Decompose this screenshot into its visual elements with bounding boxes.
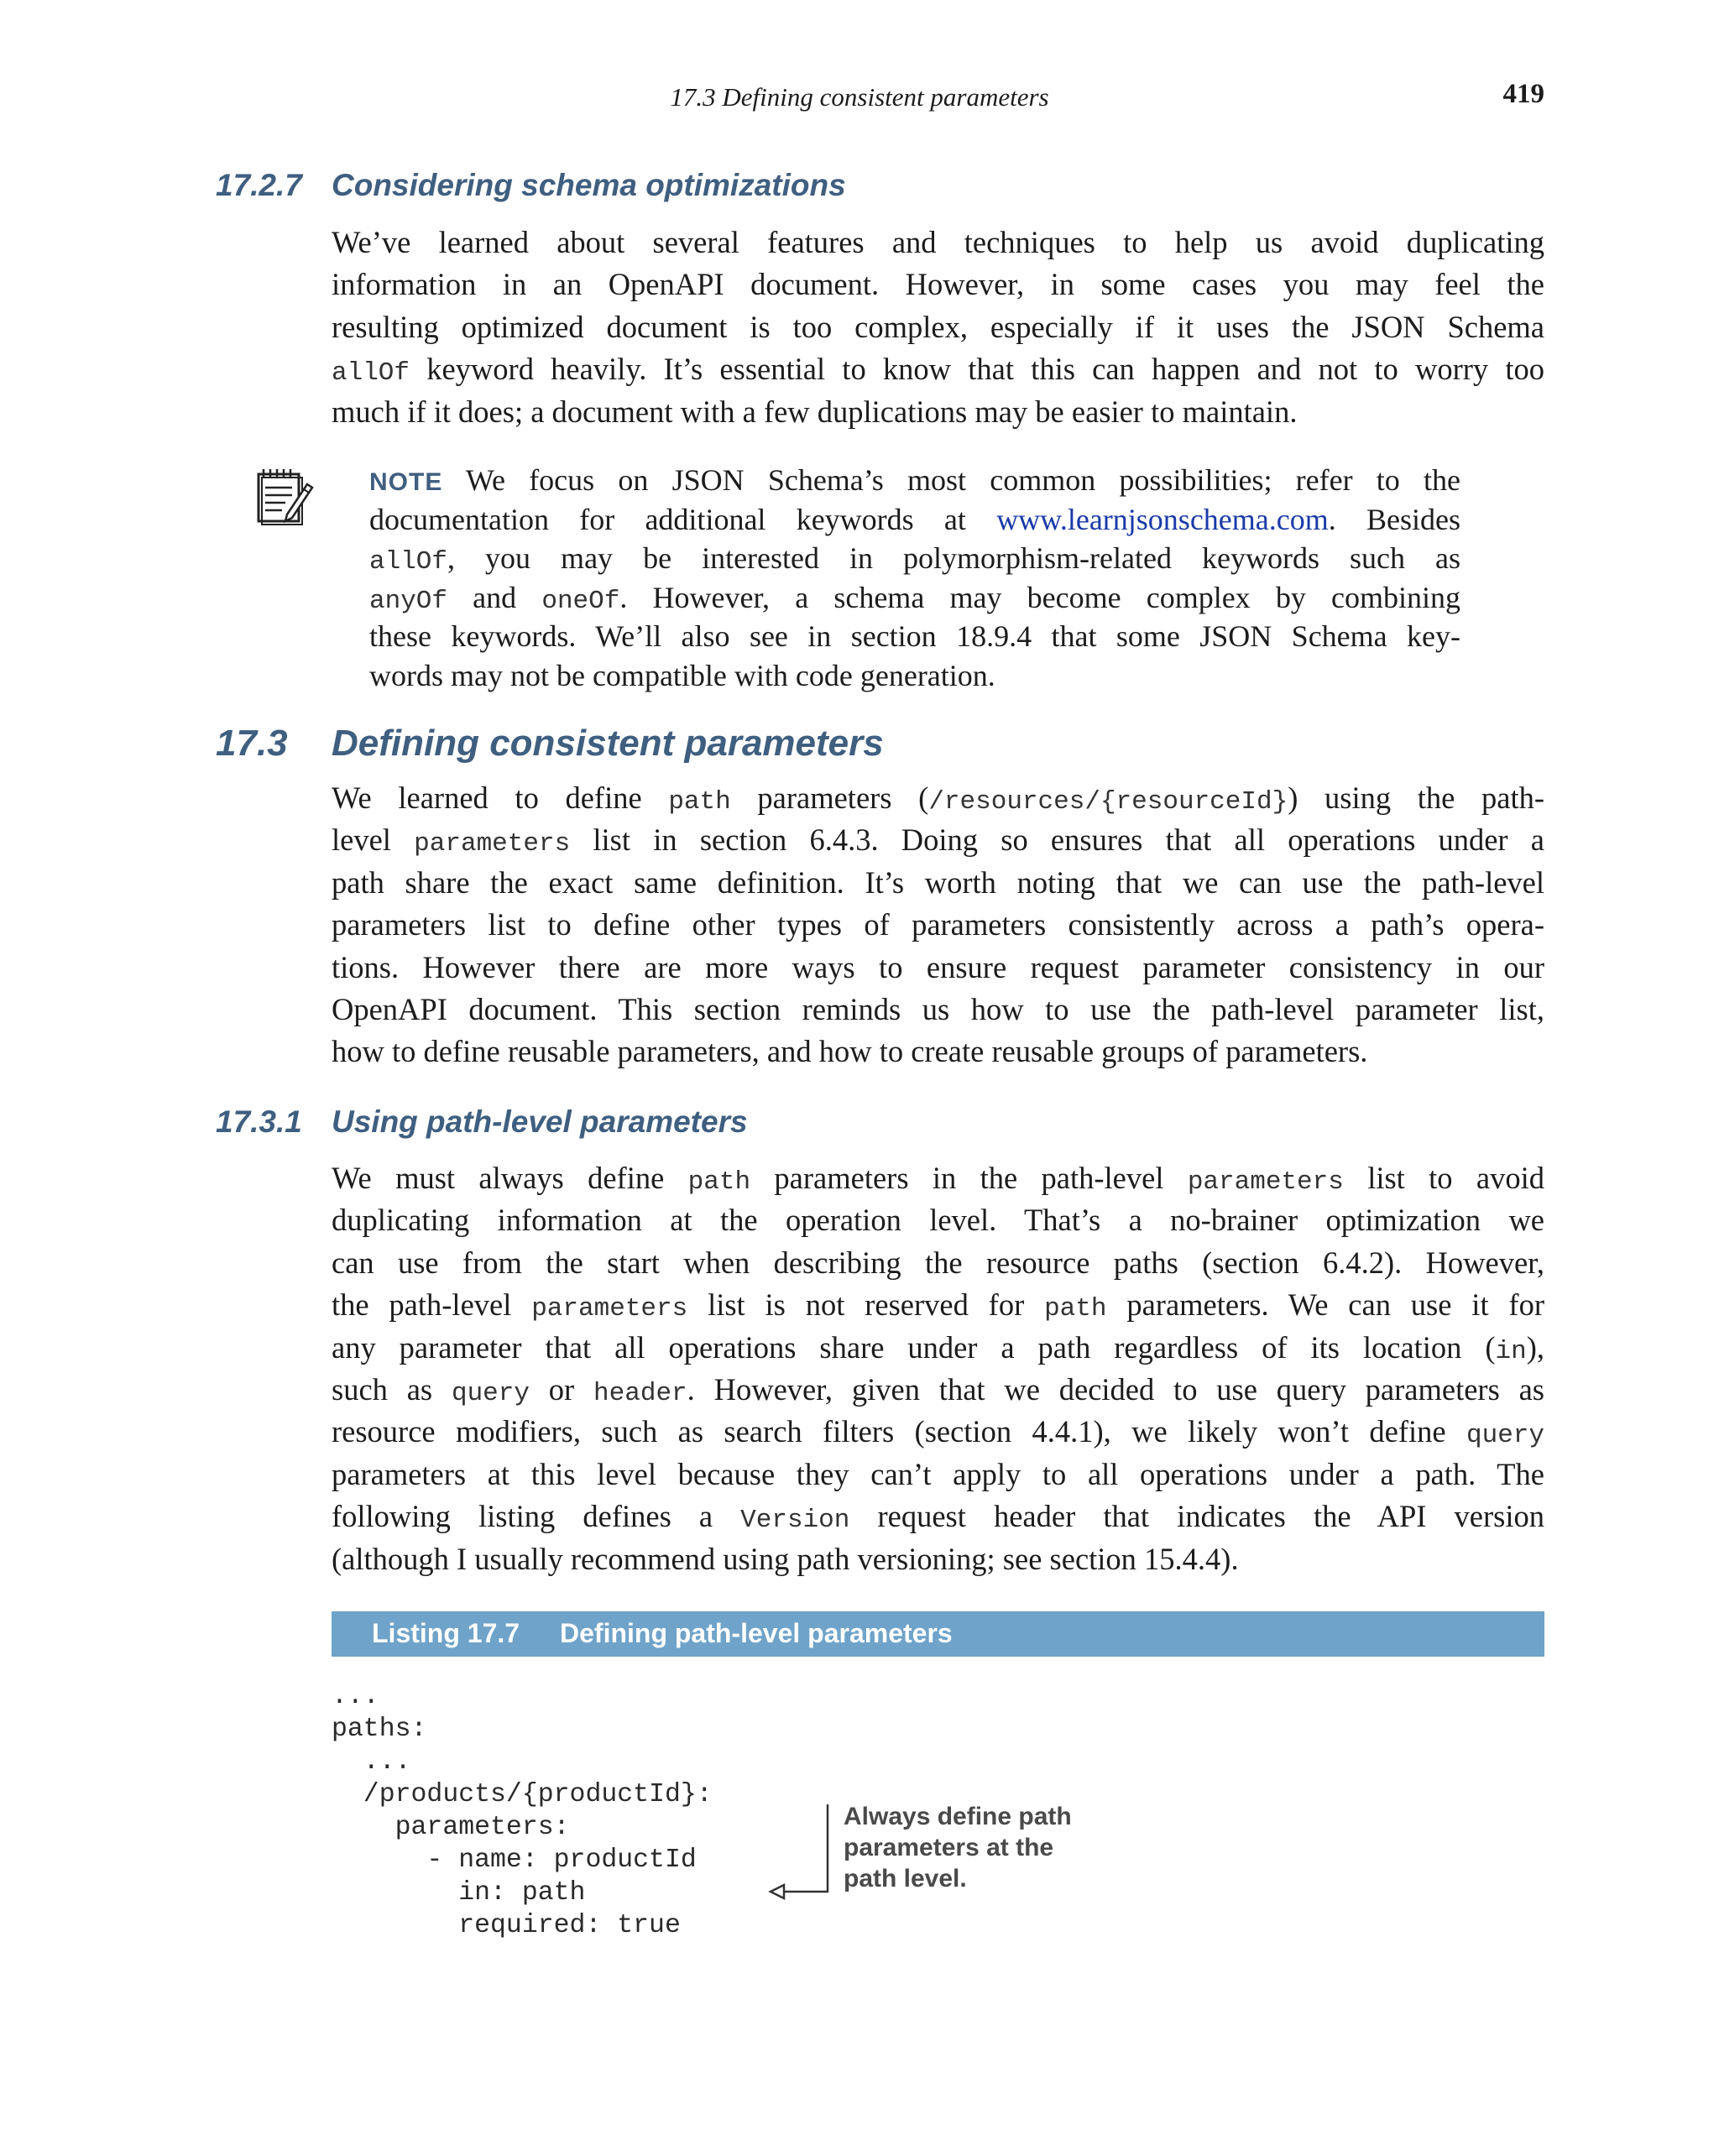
note-box [369, 461, 1460, 695]
heading-title: Using path-level parameters [332, 1104, 748, 1139]
note-label: NOTE [369, 468, 443, 496]
text-run: any parameter that all operations share under a path regardless of its location ( [332, 1329, 1496, 1365]
heading-title: Defining consistent parameters [332, 723, 884, 764]
heading-17-2-7 [216, 168, 1391, 210]
text-run: . Besides [1328, 502, 1460, 536]
text-line [332, 1031, 1544, 1073]
text-run: . However, given that we decided to use query parameters as [687, 1371, 1545, 1407]
paragraph-schema-optimizations [332, 222, 1544, 433]
text-line [369, 500, 1460, 540]
text-line [332, 1411, 1544, 1453]
text-run: list is not reserved for [687, 1287, 1045, 1323]
paragraph-path-level-parameters [332, 1157, 1544, 1580]
text-line [332, 391, 1544, 433]
text-run: following listing defines a [332, 1499, 741, 1534]
text-line [332, 777, 1544, 819]
text-run: parameters list to define other types of parameters consistently across a path’s opera- [332, 907, 1544, 942]
text-line [369, 656, 1460, 696]
code-listing [332, 1680, 713, 1942]
inline-code: in [1495, 1336, 1527, 1366]
text-run: We learned to define [332, 780, 669, 815]
text-run: resource modifiers, such as search filters (section 4.4.1), we likely won’t define [332, 1414, 1466, 1449]
inline-code: allOf [369, 547, 448, 577]
code-line: parameters: [332, 1813, 570, 1842]
text-line [332, 1538, 1544, 1580]
text-run: the path-level [332, 1287, 532, 1323]
annotation-line: Always define path [844, 1803, 1072, 1830]
text-run: keyword heavily. It’s essential to know that this can happen and not to worry too [410, 352, 1544, 387]
text-run: (although I usually recommend using path versioning; see section 15.4.4). [332, 1541, 1239, 1576]
inline-code: parameters [1187, 1167, 1344, 1197]
text-run: ), [1526, 1329, 1544, 1365]
text-line [332, 1157, 1544, 1199]
text-run: path share the exact same definition. It’s worth noting that we can use the path-level [332, 864, 1544, 900]
code-line: paths: [332, 1715, 427, 1744]
text-line [369, 539, 1460, 578]
inline-code: allOf [332, 358, 410, 389]
heading-number: 17.3 [216, 723, 288, 764]
annotation-line: parameters at the [844, 1834, 1054, 1861]
text-line [332, 1327, 1544, 1369]
text-line [332, 904, 1544, 946]
listing-title: Defining path-level parameters [560, 1618, 953, 1648]
inline-code: query [451, 1378, 530, 1408]
annotation-line: path level. [844, 1865, 967, 1892]
text-line [332, 947, 1544, 989]
text-run: We’ve learned about several features and techniques to help us avoid duplicating [332, 225, 1544, 259]
text-run: documentation for additional keywords at [369, 502, 997, 536]
listing-caption-bar [332, 1611, 1544, 1657]
inline-code: header [593, 1378, 687, 1408]
text-run: level [332, 822, 415, 858]
text-run: and [447, 580, 542, 614]
code-line: required: true [332, 1911, 681, 1940]
text-line [332, 989, 1544, 1031]
text-line [369, 617, 1460, 656]
text-line [332, 264, 1544, 305]
heading-17-3 [216, 723, 1391, 770]
text-line [369, 578, 1460, 618]
text-line [332, 1496, 1544, 1537]
text-run: much if it does; a document with a few duplications may be easier to maintain. [332, 394, 1298, 429]
text-run: information in an OpenAPI document. However, in some cases you may feel the [332, 267, 1544, 302]
text-run: list to avoid [1343, 1161, 1544, 1195]
text-run: ) using the path- [1288, 780, 1544, 815]
inline-code: query [1466, 1421, 1544, 1451]
text-run: tions. However there are more ways to ensure request parameter consistency in our [332, 949, 1544, 984]
text-run: parameters in the path-level [750, 1161, 1188, 1195]
paragraph-consistent-parameters [332, 777, 1544, 1073]
text-run: words may not be compatible with code generation. [369, 658, 995, 692]
inline-code: path [1044, 1294, 1107, 1324]
hyperlink[interactable]: www.learnjsonschema.com [996, 502, 1329, 536]
text-run: We must always define [332, 1161, 688, 1195]
text-run: , you may be interested in polymorphism-related keywords such as [447, 541, 1460, 575]
text-run: parameters. We can use it for [1106, 1287, 1544, 1323]
page-number: 419 [1502, 79, 1544, 109]
heading-title: Considering schema optimizations [332, 168, 846, 202]
text-line [369, 461, 1460, 500]
text-run: or [529, 1371, 594, 1407]
text-line [332, 222, 1544, 264]
text-line [332, 819, 1544, 861]
code-line: in: path [332, 1878, 586, 1908]
inline-code: /resources/{resourceId} [928, 787, 1288, 817]
text-run: . However, a schema may become complex by combining [619, 580, 1460, 614]
code-annotation [844, 1801, 1095, 1894]
text-line [332, 1199, 1544, 1241]
text-run: such as [332, 1371, 452, 1407]
text-line [332, 348, 1544, 390]
text-run: can use from the start when describing the resource paths (section 6.4.2). However, [332, 1245, 1544, 1280]
inline-code: Version [740, 1506, 850, 1536]
text-run: We focus on JSON Schema’s most common possibilities; refer to the [465, 463, 1460, 497]
text-run: OpenAPI document. This section reminds us how to use the path-level parameter list, [332, 991, 1544, 1026]
text-line [332, 1454, 1544, 1496]
code-line: ... [332, 1747, 411, 1777]
inline-code: path [668, 787, 731, 817]
text-run: request header that indicates the API version [849, 1499, 1544, 1534]
inline-code: parameters [414, 829, 571, 859]
running-head [0, 79, 1719, 121]
heading-number: 17.3.1 [216, 1104, 302, 1139]
notepad-pencil-icon [252, 466, 319, 533]
running-head-title: 17.3 Defining consistent parameters [670, 82, 1049, 112]
text-run: resulting optimized document is too complex, especially if it uses the JSON Schema [332, 309, 1544, 344]
heading-17-3-1 [216, 1104, 1391, 1146]
code-line: - name: productId [332, 1845, 697, 1875]
inline-code: path [687, 1167, 751, 1197]
inline-code: anyOf [369, 586, 448, 616]
code-line: /products/{productId}: [332, 1780, 713, 1809]
text-line [332, 1284, 1544, 1326]
inline-code: parameters [531, 1294, 688, 1324]
listing-number: Listing 17.7 [372, 1618, 520, 1648]
code-line: ... [332, 1682, 379, 1711]
text-run: duplicating information at the operation level. That’s a no-brainer optimization we [332, 1203, 1544, 1238]
text-line [332, 1369, 1544, 1411]
text-run: parameters at this level because they can’t apply to all operations under a path. The [332, 1456, 1544, 1491]
callout-arrow [755, 1804, 848, 1913]
inline-code: oneOf [541, 586, 620, 616]
text-line [332, 306, 1544, 348]
text-run: how to define reusable parameters, and how to create reusable groups of parameters. [332, 1034, 1368, 1069]
text-line [332, 1242, 1544, 1284]
text-run: list in section 6.4.3. Doing so ensures that all operations under a [570, 822, 1545, 858]
text-run: these keywords. We’ll also see in section 18.9.4 that some JSON Schema key- [369, 619, 1460, 653]
heading-number: 17.2.7 [216, 168, 302, 202]
text-run: parameters ( [730, 780, 929, 815]
text-line [332, 862, 1544, 904]
